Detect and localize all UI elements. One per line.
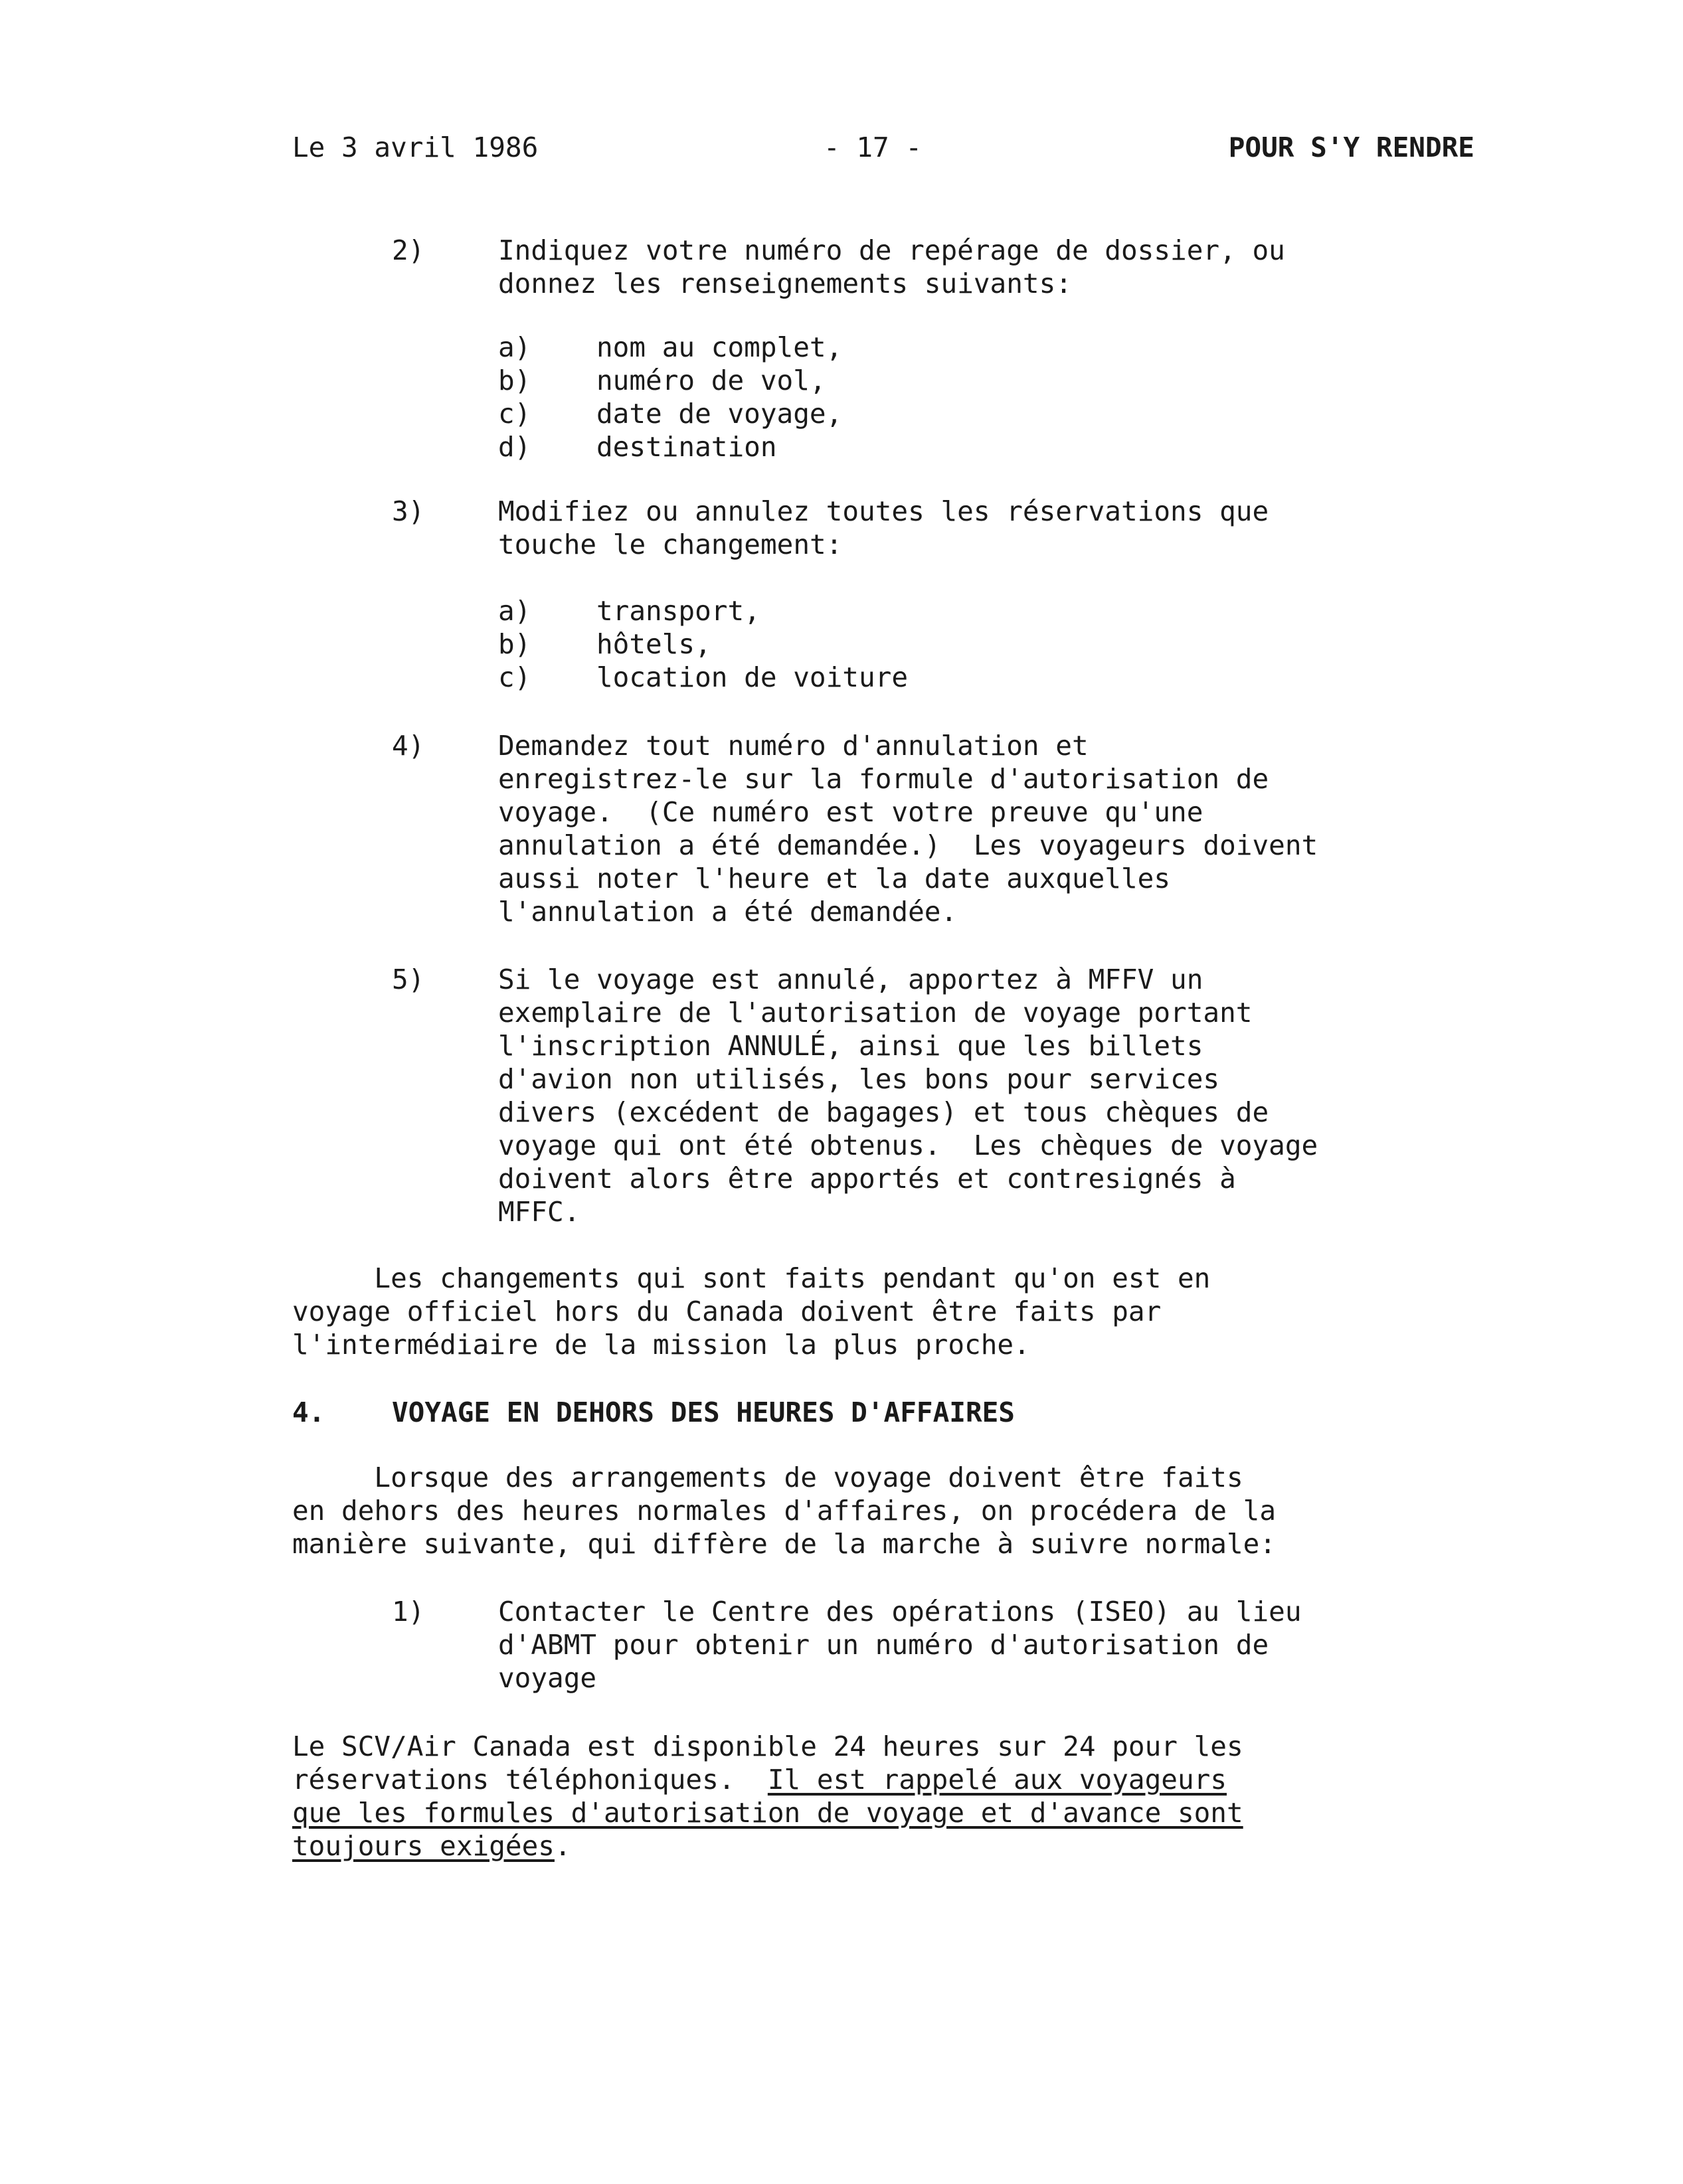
item-number: 5) (392, 964, 425, 995)
item-line: d'avion non utilisés, les bons pour services (498, 1063, 1220, 1095)
paragraph-line: en dehors des heures normales d'affaires, on procédera de la (292, 1495, 1277, 1527)
underlined-text: toujours exigées (292, 1830, 555, 1862)
item-body (498, 234, 1508, 300)
paragraph-line: Les changements qui sont faits pendant qu'on est en (292, 1262, 1211, 1294)
plain-text: . (554, 1830, 571, 1862)
page-number: - 17 - (824, 131, 923, 163)
paragraph-final-note (292, 1730, 1481, 1863)
item-line: d'ABMT pour obtenir un numéro d'autorisation de (498, 1629, 1269, 1661)
sub-item-text: numéro de vol, (596, 365, 826, 396)
item-line: l'inscription ANNULÉ, ainsi que les billets (498, 1030, 1203, 1062)
paragraph-line: Lorsque des arrangements de voyage doivent être faits (292, 1462, 1243, 1493)
item-line: voyage. (Ce numéro est votre preuve qu'une (498, 796, 1203, 828)
item-line: Si le voyage est annulé, apportez à MFFV un (498, 964, 1203, 995)
plain-text: réservations téléphoniques. (292, 1764, 768, 1796)
item-body (498, 495, 1508, 561)
sub-item-text: destination (596, 431, 777, 463)
sub-item-letter: b) (498, 628, 531, 660)
sub-item-text: transport, (596, 595, 760, 627)
header-date: Le 3 avril 1986 (292, 131, 539, 163)
item-number: 1) (392, 1596, 425, 1628)
item-line: doivent alors être apportés et contresignés à (498, 1163, 1236, 1195)
sub-item-letter: a) (498, 595, 531, 627)
paragraph-changes-abroad (292, 1262, 1481, 1361)
item-line: touche le changement: (498, 529, 843, 560)
paragraph-line: l'intermédiaire de la mission la plus proche. (292, 1329, 1030, 1361)
paragraph-line: Le SCV/Air Canada est disponible 24 heures sur 24 pour les (292, 1730, 1243, 1762)
item-line: voyage (498, 1662, 597, 1694)
item-line: Demandez tout numéro d'annulation et (498, 730, 1089, 762)
sub-item-letter: c) (498, 661, 531, 693)
paragraph-line: manière suivante, qui diffère de la marche à suivre normale: (292, 1528, 1277, 1560)
underlined-text: Il est rappelé aux voyageurs (767, 1764, 1227, 1796)
item-body (498, 729, 1508, 928)
paragraph-line: voyage officiel hors du Canada doivent être faits par (292, 1296, 1162, 1327)
item-line: Contacter le Centre des opérations (ISEO) au lieu (498, 1596, 1302, 1628)
sub-item-text: hôtels, (596, 628, 711, 660)
page-header (292, 131, 1474, 168)
sub-item-text: date de voyage, (596, 398, 843, 430)
sub-item-letter: a) (498, 331, 531, 363)
sub-item-text: nom au complet, (596, 331, 843, 363)
item-number: 2) (392, 234, 425, 266)
item-line: annulation a été demandée.) Les voyageurs doivent (498, 829, 1318, 861)
item-number: 4) (392, 730, 425, 762)
item-line: MFFC. (498, 1196, 580, 1228)
paragraph-after-hours (292, 1461, 1481, 1560)
sub-item-letter: c) (498, 398, 531, 430)
item-body (498, 963, 1508, 1228)
item-body (498, 1595, 1508, 1695)
item-line: exemplaire de l'autorisation de voyage portant (498, 997, 1253, 1029)
item-line: donnez les renseignements suivants: (498, 268, 1072, 299)
item-line: enregistrez-le sur la formule d'autorisation de (498, 763, 1269, 795)
paragraph-line (292, 1829, 1481, 1863)
paragraph-line (292, 1763, 1481, 1796)
item-line: voyage qui ont été obtenus. Les chèques de voyage (498, 1130, 1318, 1161)
sub-item-text: location de voiture (596, 661, 908, 693)
section-title: VOYAGE EN DEHORS DES HEURES D'AFFAIRES (392, 1396, 1015, 1428)
item-line: l'annulation a été demandée. (498, 896, 958, 928)
sub-item-letter: b) (498, 365, 531, 396)
item-line: Indiquez votre numéro de repérage de dossier, ou (498, 234, 1285, 266)
item-number: 3) (392, 495, 425, 527)
section-number: 4. (292, 1396, 325, 1428)
item-line: aussi noter l'heure et la date auxquelles (498, 863, 1171, 894)
underlined-line: que les formules d'autorisation de voyage et d'avance sont (292, 1797, 1243, 1829)
item-line: divers (excédent de bagages) et tous chèques de (498, 1096, 1269, 1128)
item-line: Modifiez ou annulez toutes les réservations que (498, 495, 1269, 527)
header-section-title: POUR S'Y RENDRE (1228, 131, 1474, 163)
sub-item-letter: d) (498, 431, 531, 463)
